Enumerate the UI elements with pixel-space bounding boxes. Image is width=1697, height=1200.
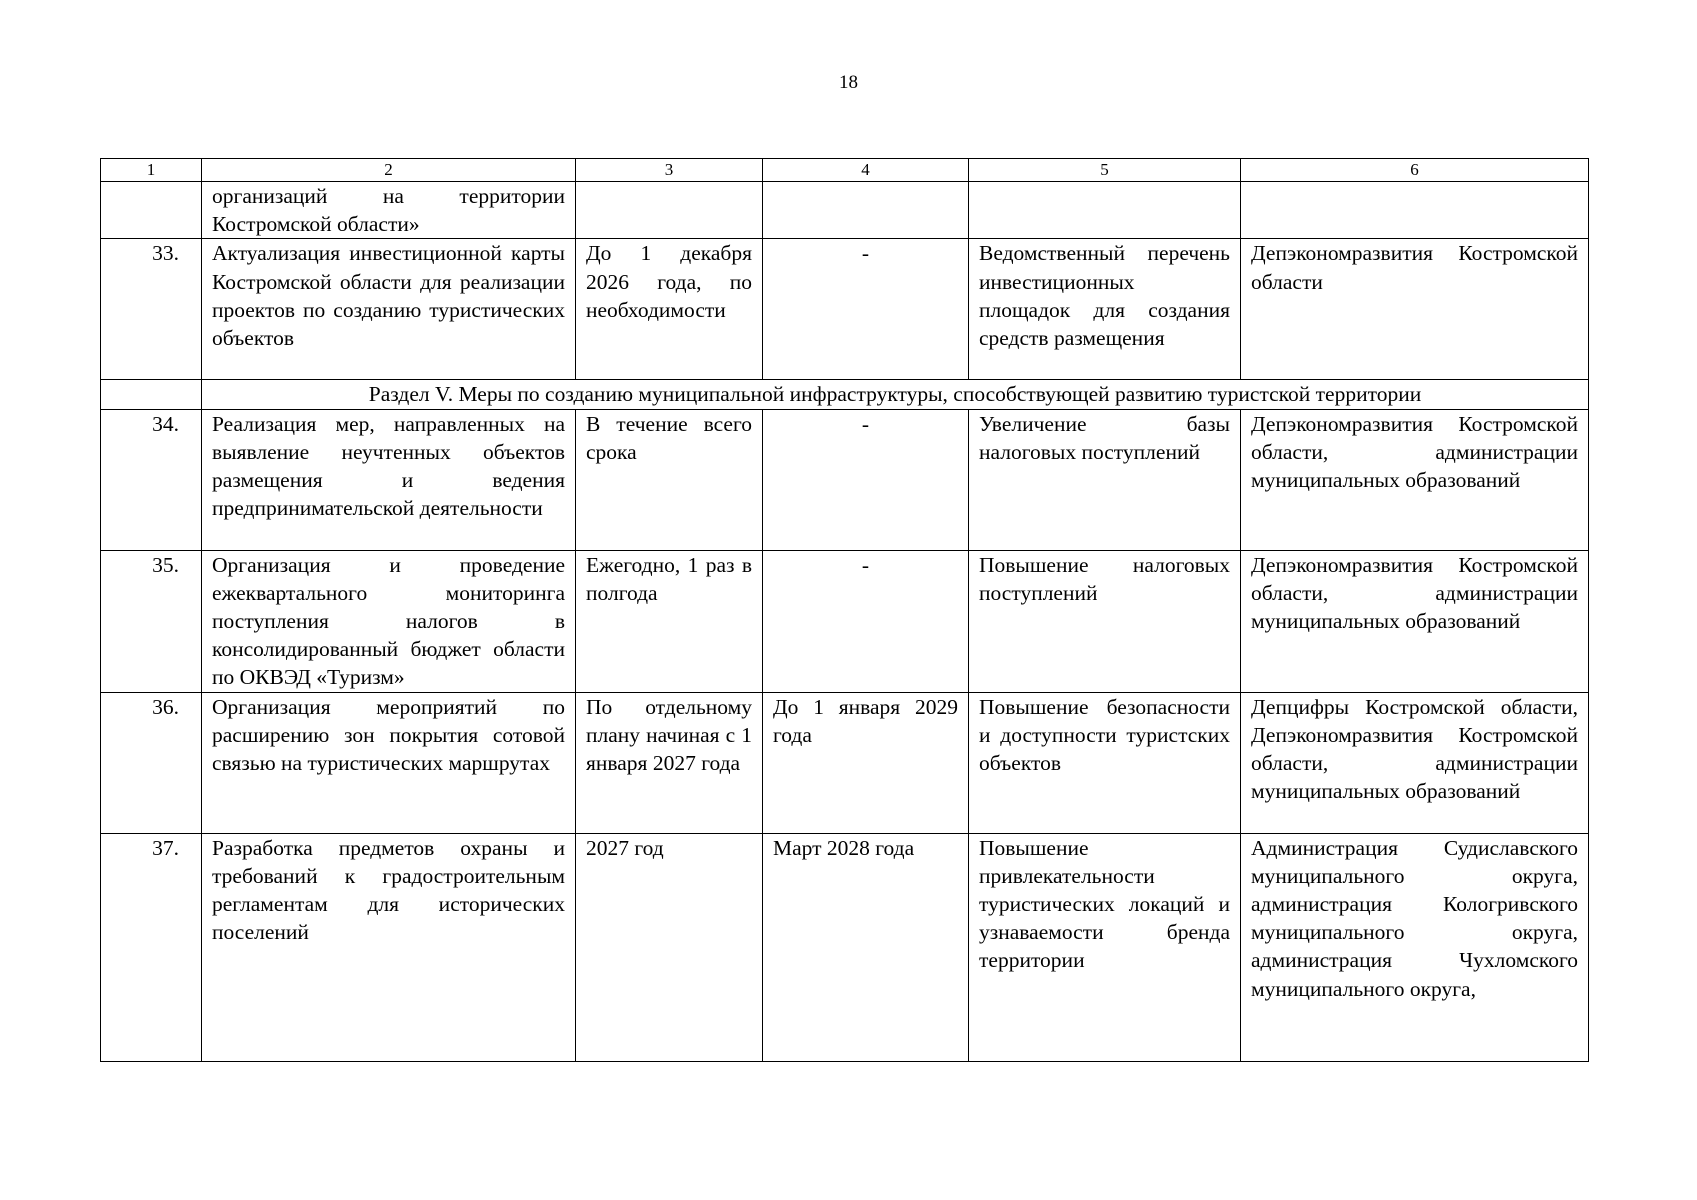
table-row bbox=[101, 239, 1589, 380]
row-number-cell: 33. bbox=[101, 239, 202, 380]
term-cell: 2027 год bbox=[576, 833, 763, 1061]
measure-cell: Разработка предметов охраны и требований к градостроительным регламентам для исторических поселений bbox=[202, 833, 576, 1061]
measures-table bbox=[100, 158, 1589, 1062]
result-cell: Увеличение базы налоговых поступлений bbox=[969, 409, 1241, 550]
column-header: 5 bbox=[969, 159, 1241, 182]
deadline-cell: До 1 января 2029 года bbox=[763, 692, 969, 833]
table-row bbox=[101, 409, 1589, 550]
row-number-cell: 34. bbox=[101, 409, 202, 550]
row-number-cell: 35. bbox=[101, 550, 202, 692]
measure-cell: Актуализация инвестиционной карты Костромской области для реализации проектов по созданию туристических объектов bbox=[202, 239, 576, 380]
column-number-row bbox=[101, 159, 1589, 182]
column-header: 1 bbox=[101, 159, 202, 182]
responsible-cell: Депэкономразвития Костромской области, администрации муниципальных образований bbox=[1241, 409, 1589, 550]
measure-cell: Организация и проведение ежеквартального мониторинга поступления налогов в консолидированный бюджет области по ОКВЭД «Туризм» bbox=[202, 550, 576, 692]
result-cell bbox=[969, 182, 1241, 239]
column-header: 4 bbox=[763, 159, 969, 182]
page-number: 18 bbox=[839, 72, 858, 93]
measure-cell: Организация мероприятий по расширению зон покрытия сотовой связью на туристических маршрутах bbox=[202, 692, 576, 833]
term-cell: Ежегодно, 1 раз в полгода bbox=[576, 550, 763, 692]
result-cell: Повышение безопасности и доступности туристских объектов bbox=[969, 692, 1241, 833]
measure-cell: организаций на территории Костромской области» bbox=[202, 182, 576, 239]
result-cell: Повышение привлекательности туристических локаций и узнаваемости бренда территории bbox=[969, 833, 1241, 1061]
term-cell: В течение всего срока bbox=[576, 409, 763, 550]
section-number-cell bbox=[101, 380, 202, 409]
deadline-cell: Март 2028 года bbox=[763, 833, 969, 1061]
table-row bbox=[101, 550, 1589, 692]
responsible-cell: Депцифры Костромской области, Депэкономразвития Костромской области, администрации муниципальных образований bbox=[1241, 692, 1589, 833]
term-cell: По отдельному плану начиная с 1 января 2027 года bbox=[576, 692, 763, 833]
table-row bbox=[101, 833, 1589, 1061]
result-cell: Повышение налоговых поступлений bbox=[969, 550, 1241, 692]
continuation-row bbox=[101, 182, 1589, 239]
measure-cell: Реализация мер, направленных на выявление неучтенных объектов размещения и ведения предпринимательской деятельности bbox=[202, 409, 576, 550]
column-header: 2 bbox=[202, 159, 576, 182]
row-number-cell: 37. bbox=[101, 833, 202, 1061]
deadline-cell: - bbox=[763, 550, 969, 692]
deadline-cell: - bbox=[763, 409, 969, 550]
term-cell: До 1 декабря 2026 года, по необходимости bbox=[576, 239, 763, 380]
row-number-cell: 36. bbox=[101, 692, 202, 833]
column-header: 6 bbox=[1241, 159, 1589, 182]
term-cell bbox=[576, 182, 763, 239]
responsible-cell: Депэкономразвития Костромской области bbox=[1241, 239, 1589, 380]
section-title: Раздел V. Меры по созданию муниципальной инфраструктуры, способствующей развитию туристской территории bbox=[202, 380, 1589, 409]
responsible-cell bbox=[1241, 182, 1589, 239]
responsible-cell: Депэкономразвития Костромской области, администрации муниципальных образований bbox=[1241, 550, 1589, 692]
result-cell: Ведомственный перечень инвестиционных площадок для создания средств размещения bbox=[969, 239, 1241, 380]
deadline-cell bbox=[763, 182, 969, 239]
deadline-cell: - bbox=[763, 239, 969, 380]
table-row bbox=[101, 692, 1589, 833]
section-row bbox=[101, 380, 1589, 409]
responsible-cell: Администрация Судиславского муниципального округа, администрация Кологривского муниципального округа, администрация Чухломского муниципального округа, bbox=[1241, 833, 1589, 1061]
column-header: 3 bbox=[576, 159, 763, 182]
row-number-cell bbox=[101, 182, 202, 239]
